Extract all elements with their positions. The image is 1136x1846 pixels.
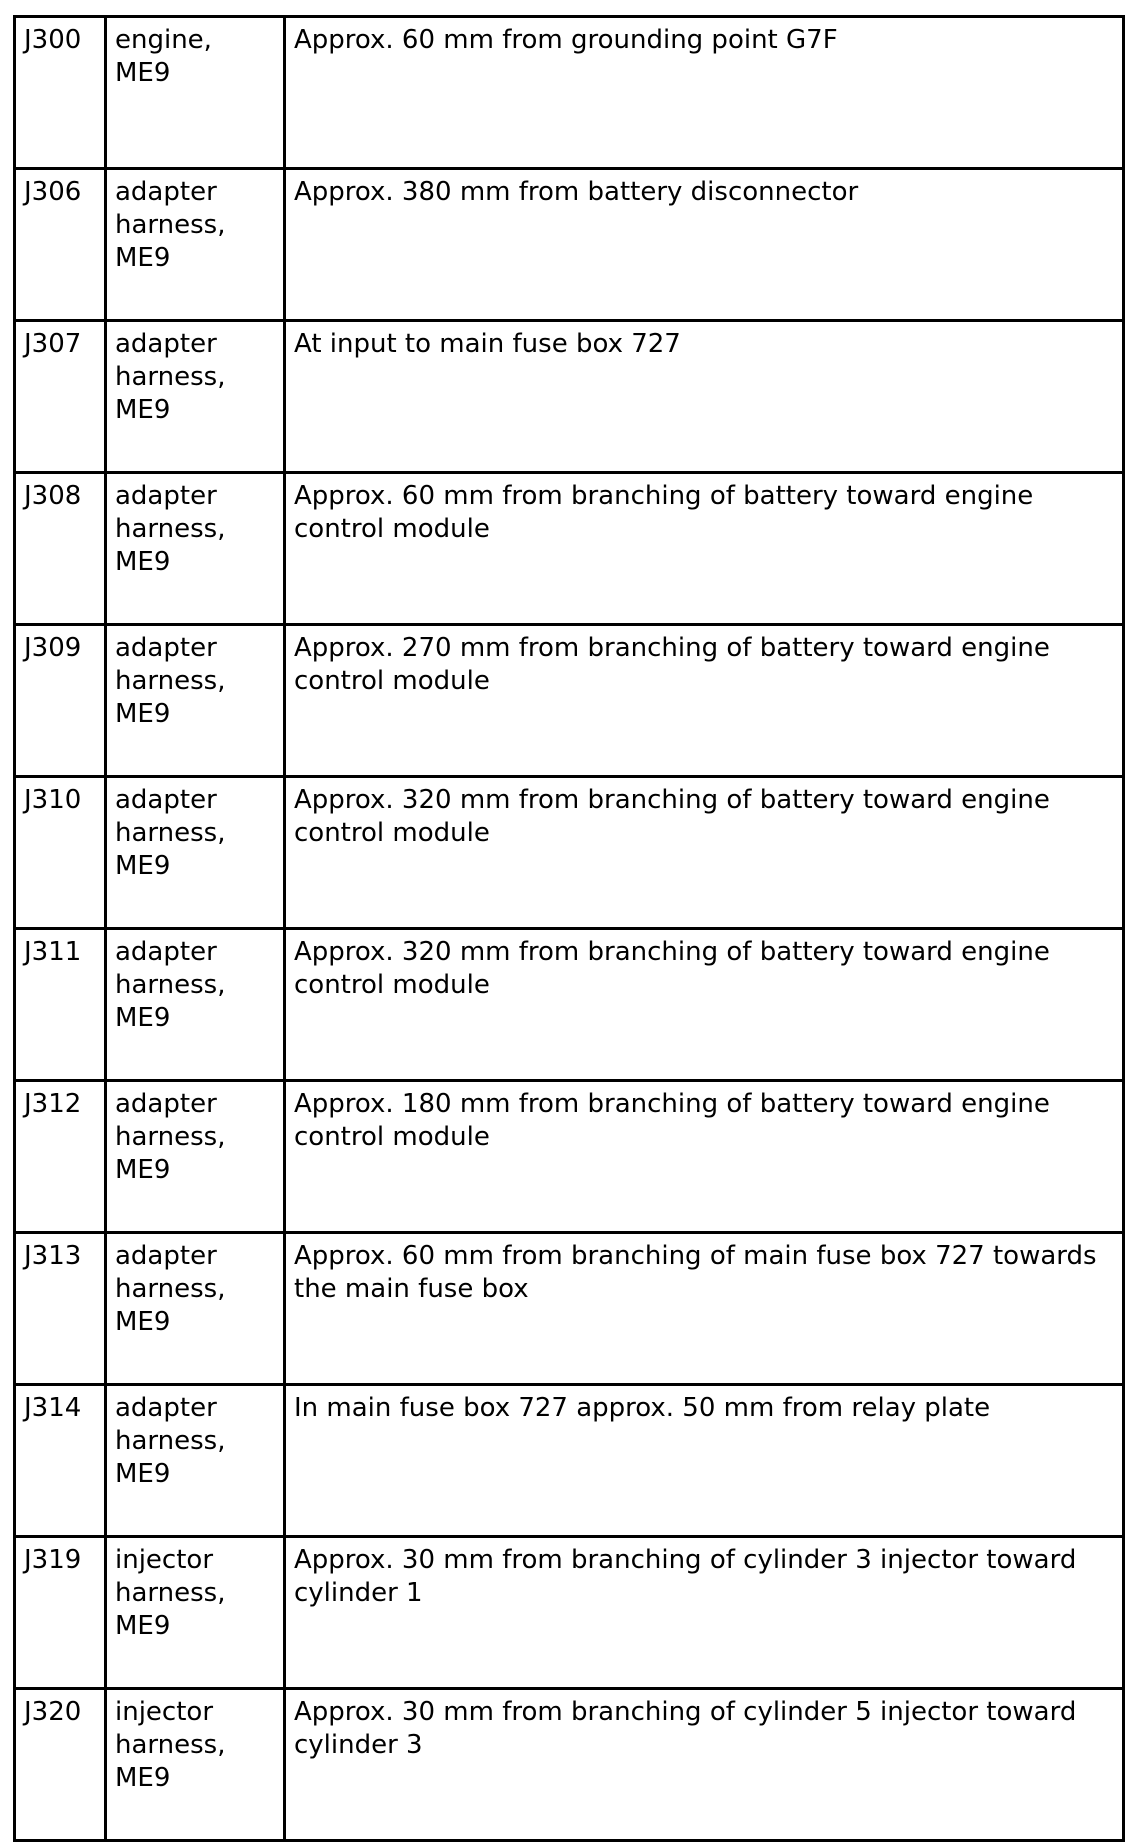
harness-cell: [106, 321, 285, 473]
table-row: [15, 1233, 1124, 1385]
table-row: [15, 1537, 1124, 1689]
splice-id-cell: [15, 321, 106, 473]
location-cell: [285, 1233, 1124, 1385]
splice-id-cell: [15, 1537, 106, 1689]
splice-id-cell: [15, 1689, 106, 1841]
location-text: In main fuse box 727 approx. 50 mm from relay plate: [294, 1393, 991, 1423]
splice-id-cell: [15, 169, 106, 321]
harness-text: injector harness, ME9: [115, 1697, 226, 1793]
harness-cell: [106, 777, 285, 929]
table-row: [15, 1081, 1124, 1233]
harness-cell: [106, 929, 285, 1081]
harness-text: adapter harness, ME9: [115, 785, 226, 881]
splice-id-cell: [15, 17, 106, 169]
splice-id-text: J307: [24, 329, 82, 359]
splice-id-text: J320: [24, 1697, 82, 1727]
harness-text: injector harness, ME9: [115, 1545, 226, 1641]
harness-cell: [106, 1233, 285, 1385]
harness-text: adapter harness, ME9: [115, 937, 226, 1033]
location-text: Approx. 60 mm from grounding point G7F: [294, 25, 838, 55]
splice-id-cell: [15, 1081, 106, 1233]
splice-id-text: J313: [24, 1241, 82, 1271]
harness-cell: [106, 17, 285, 169]
splice-id-text: J311: [24, 937, 82, 967]
harness-text: adapter harness, ME9: [115, 1241, 226, 1337]
splice-id-cell: [15, 1385, 106, 1537]
harness-cell: [106, 169, 285, 321]
location-cell: [285, 1689, 1124, 1841]
harness-cell: [106, 1689, 285, 1841]
splice-id-text: J314: [24, 1393, 82, 1423]
splice-id-text: J308: [24, 481, 82, 511]
location-text: Approx. 60 mm from branching of main fuse box 727 towards the main fuse box: [294, 1241, 1097, 1304]
table-row: [15, 929, 1124, 1081]
location-cell: [285, 929, 1124, 1081]
harness-cell: [106, 473, 285, 625]
location-text: Approx. 320 mm from branching of battery toward engine control module: [294, 785, 1050, 848]
harness-text: adapter harness, ME9: [115, 329, 226, 425]
location-text: Approx. 270 mm from branching of battery toward engine control module: [294, 633, 1050, 696]
harness-text: adapter harness, ME9: [115, 1089, 226, 1185]
location-cell: [285, 17, 1124, 169]
harness-text: engine, ME9: [115, 25, 212, 88]
splice-id-cell: [15, 1233, 106, 1385]
location-cell: [285, 777, 1124, 929]
table-row: [15, 473, 1124, 625]
splice-id-text: J319: [24, 1545, 82, 1575]
location-cell: [285, 321, 1124, 473]
location-text: Approx. 60 mm from branching of battery toward engine control module: [294, 481, 1034, 544]
location-cell: [285, 1081, 1124, 1233]
harness-text: adapter harness, ME9: [115, 1393, 226, 1489]
location-cell: [285, 1385, 1124, 1537]
harness-text: adapter harness, ME9: [115, 633, 226, 729]
splice-location-table: [13, 15, 1125, 1842]
harness-text: adapter harness, ME9: [115, 481, 226, 577]
location-cell: [285, 625, 1124, 777]
splice-id-cell: [15, 473, 106, 625]
harness-cell: [106, 625, 285, 777]
splice-id-text: J312: [24, 1089, 82, 1119]
splice-id-cell: [15, 777, 106, 929]
table-row: [15, 321, 1124, 473]
location-text: Approx. 380 mm from battery disconnector: [294, 177, 859, 207]
harness-cell: [106, 1081, 285, 1233]
table-body: [15, 17, 1124, 1841]
harness-cell: [106, 1385, 285, 1537]
splice-id-text: J310: [24, 785, 82, 815]
location-cell: [285, 1537, 1124, 1689]
splice-id-cell: [15, 929, 106, 1081]
location-text: Approx. 320 mm from branching of battery toward engine control module: [294, 937, 1050, 1000]
location-text: Approx. 30 mm from branching of cylinder 3 injector toward cylinder 1: [294, 1545, 1077, 1608]
table-row: [15, 625, 1124, 777]
table-row: [15, 17, 1124, 169]
splice-id-cell: [15, 625, 106, 777]
table-row: [15, 1385, 1124, 1537]
splice-id-text: J309: [24, 633, 82, 663]
table-row: [15, 169, 1124, 321]
splice-id-text: J300: [24, 25, 82, 55]
location-cell: [285, 473, 1124, 625]
harness-text: adapter harness, ME9: [115, 177, 226, 273]
table-row: [15, 1689, 1124, 1841]
splice-id-text: J306: [24, 177, 82, 207]
location-text: At input to main fuse box 727: [294, 329, 681, 359]
harness-cell: [106, 1537, 285, 1689]
location-cell: [285, 169, 1124, 321]
location-text: Approx. 30 mm from branching of cylinder 5 injector toward cylinder 3: [294, 1697, 1077, 1760]
location-text: Approx. 180 mm from branching of battery toward engine control module: [294, 1089, 1050, 1152]
table-row: [15, 777, 1124, 929]
